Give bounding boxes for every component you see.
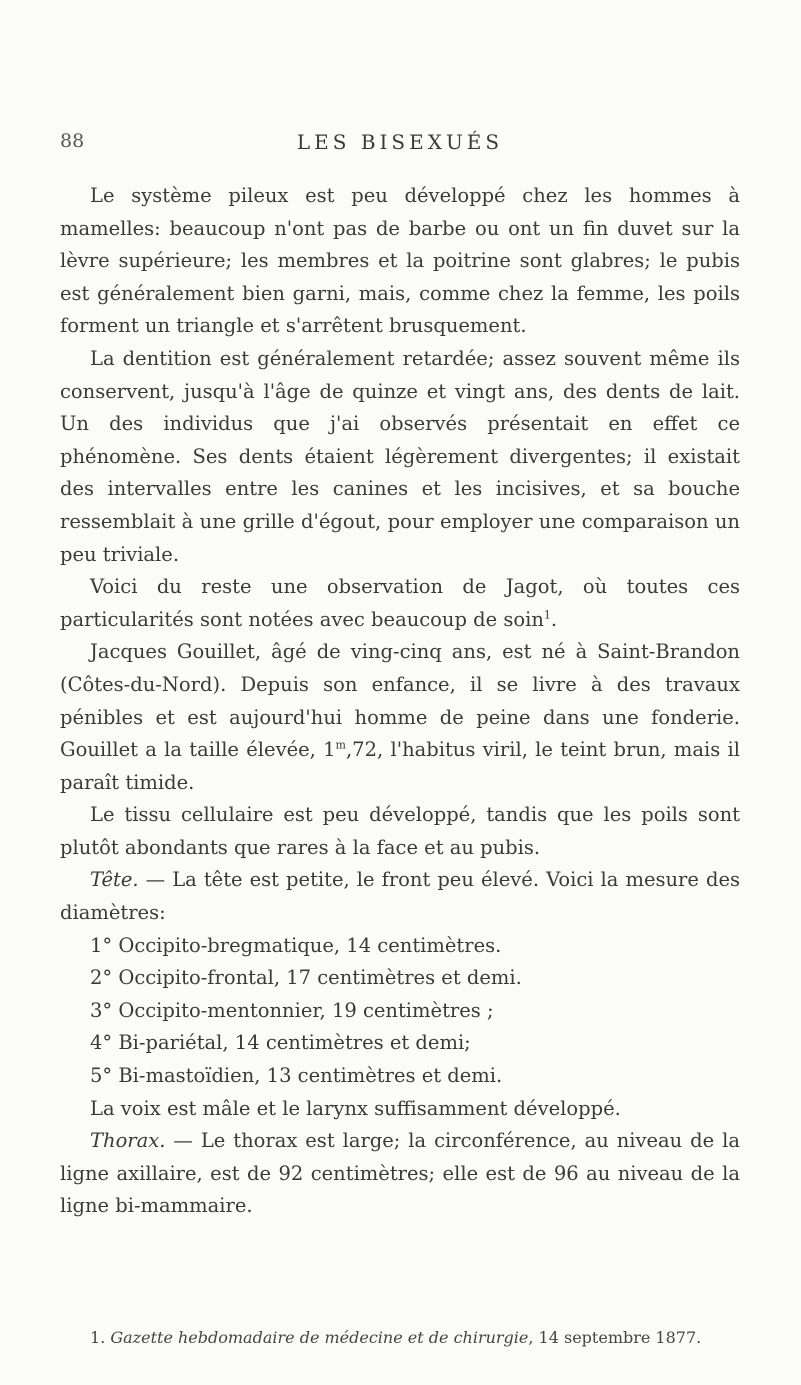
unit-meter: m (335, 738, 346, 752)
body-text (60, 180, 740, 1223)
head-text: — La tête est petite, le front peu élevé. Voici la mesure des diamètres: (60, 868, 740, 925)
page-header (60, 130, 740, 162)
paragraph-jagot-text: Voici du reste une observation de Jagot, où toutes ces particularités sont notées avec beaucoup de soin (60, 575, 740, 631)
paragraph-gouillet (60, 636, 740, 799)
head-lead: Tête. (90, 868, 139, 892)
page-number: 88 (60, 130, 85, 152)
paragraph-thorax (60, 1125, 740, 1223)
paragraph-jagot-end: . (550, 607, 558, 631)
paragraph-head (60, 864, 740, 929)
paragraph-gouillet-a: Jacques Gouillet, âgé de ving-cinq ans, est né à Saint-Brandon (Côtes-du-Nord). Depuis son enfance, il se livre à des travaux pénibles et est aujourd'hui homme de peine dans une fonderie. Gouillet a la taille élevée, 1 (60, 640, 740, 762)
paragraph-jagot-observation (60, 571, 740, 636)
footnote-entry (60, 1326, 740, 1350)
measure-item: 4° Bi-pariétal, 14 centimètres et demi; (90, 1031, 471, 1055)
footnote-number: 1. (90, 1328, 106, 1347)
measure-item: 3° Occipito-mentonnier, 19 centimètres ; (90, 998, 494, 1022)
measure-item: 5° Bi-mastoïdien, 13 centimètres et demi. (90, 1064, 503, 1088)
footnote-date: , 14 septembre 1877. (528, 1328, 702, 1347)
thorax-text: — Le thorax est large; la circonférence, au niveau de la ligne axillaire, est de 92 centimètres; elle est de 96 au niveau de la ligne bi-mammaire. (60, 1129, 740, 1218)
paragraph-gouillet-b: ,72, l'habitus viril, le teint brun, mais il paraît timide. (60, 738, 740, 794)
footnote (60, 1326, 740, 1350)
footnote-marker: 1 (543, 608, 551, 622)
thorax-lead: Thorax. (90, 1129, 166, 1153)
measure-item: 2° Occipito-frontal, 17 centimètres et demi. (90, 966, 522, 990)
paragraph-tissue: Le tissu cellulaire est peu développé, tandis que les poils sont plutôt abondants que rares à la face et au pubis. (60, 803, 740, 859)
footnote-source: Gazette hebdomadaire de médecine et de chirurgie (110, 1328, 529, 1347)
measure-item: 1° Occipito-bregmatique, 14 centimètres. (90, 933, 502, 957)
running-title: LES BISEXUÉS (296, 130, 504, 154)
paragraph-pilosity: Le système pileux est peu développé chez les hommes à mamelles: beaucoup n'ont pas de barbe ou ont un fin duvet sur la lèvre supérieure; les membres et la poitrine sont glabres; le pubis est généralement bien garni, mais, comme chez la femme, les poils forment un triangle et s'arrêtent brusquement. (60, 184, 740, 338)
paragraph-dentition: La dentition est généralement retardée; assez souvent même ils conservent, jusqu'à l'âge de quinze et vingt ans, des dents de lait. Un des individus que j'ai observés présentait en effet ce phénomène. Ses dents étaient légèrement divergentes; il existait des intervalles entre les canines et les incisives, et sa bouche ressemblait à une grille d'égout, pour employer une comparaison un peu triviale. (60, 346, 740, 566)
paragraph-voice: La voix est mâle et le larynx suffisamment développé. (90, 1096, 621, 1120)
